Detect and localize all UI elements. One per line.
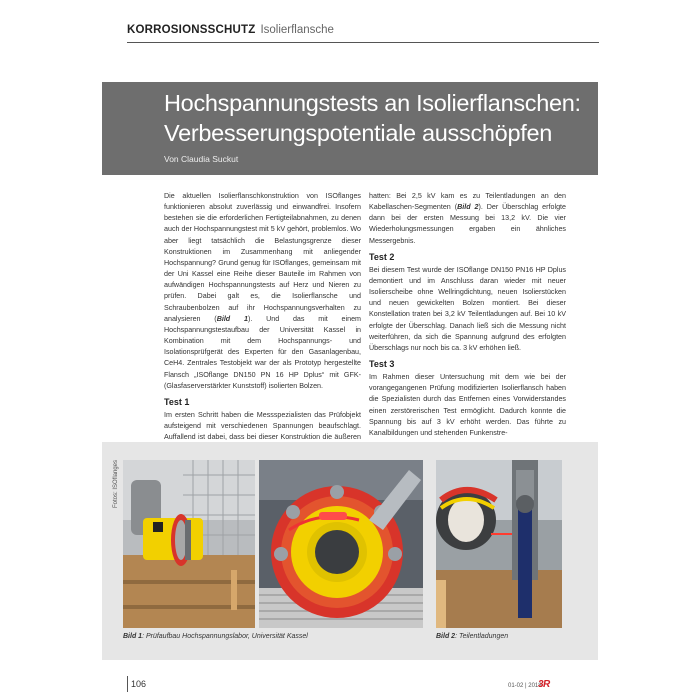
section-header [127,24,334,36]
cont-text-a: hatten: Bei 2,5 kV kam es zu Teilentladungen an den Kabellaschen-Segmenten ( [369,192,566,212]
cont-text-b: ). Der Überschlag erfolgte dann bei der ersten Messung bei 13,2 kV. Die vier Wiederholungsmessungen ergaben ein ähnliches Messergebnis. [369,203,566,245]
text-column-1 [164,191,361,454]
figure-ref-bild-2: Bild 2 [457,203,479,212]
magazine-logo: 3R [538,679,550,690]
photo-flange-closeup [259,460,423,628]
footer-divider [127,676,128,692]
caption-label-bild-1: Bild 1 [123,633,143,640]
test-1-paragraph: Im ersten Schritt haben die Messspezialisten das Prüfobjekt aufsteigend mit verschiedenen Spannungen beaufschlagt. Auffallend ist dabei, dass bei dieser Konstruktion die äußeren [164,410,361,442]
intro-text-b: ). Und das mit einem Hochspannungstestaufbau der Universität Kassel in Kombination mit dem Hochspannungs- und Isolationsprüfgerät des Experten für den Gasanlagenbau, CeH4. Zentrales Testobjekt war der als Prototyp hergestellte Flansch „ISOflange DN150 PN 16 HP Dplus“ mit GFK- (Glasfaserverstärkter Kunststoff) isolierten Bolzen. [164,314,361,390]
test-2-heading: Test 2 [369,251,395,262]
caption-text-bild-2: : Teilentladungen [455,633,509,640]
test-3-heading: Test 3 [369,359,395,370]
text-column-2 [369,191,566,439]
intro-paragraph [164,191,361,392]
title-line-2: Verbesserungspotentiale ausschöpfen [164,120,552,146]
test-3-paragraph: Im Rahmen dieser Untersuchung mit dem wie bei der vorangegangenen Prüfung modifizierten Isolierflansch haben die Spezialisten durch das Entfernen eines Vorwiderstandes einen zerstörerischen Test ermöglicht. Dadurch konnte die Spannung bis auf 3 kV erhöht werden. Das führte zu Kanalbildungen und stehenden Funkenstre- [369,373,566,437]
header-divider [127,42,599,43]
caption-bild-2 [436,633,508,640]
section-name: KORROSIONSSCHUTZ [127,24,256,36]
continuation-paragraph [369,191,566,247]
test-2-paragraph: Bei diesem Test wurde der ISOflange DN150 PN16 HP Dplus demontiert und im Anschluss daran wieder mit neuer Isolierscheibe ohne Wellringdichtung, neuen Isolierstücken und neuen gewickelten Bolzen montiert. Bei dieser Konstellation traten bei 3,2 kV Teilentladungen auf. Bei 10 kV erfolgte der Überschlag. Danach ließ sich die Messung nicht weiterführen, da sich die Spannung aufgrund des erfolgten Überschlags nur noch bis ca. 3 kV erhöhen ließ. [369,265,566,352]
photo-test-setup [123,460,255,628]
intro-text-a: Die aktuellen Isolierflanschkonstruktion von ISOflanges funktionieren absolut zuverlässig und einwandfrei. Insofern bestehen sie die erforderlichen Fertigteilabnahmen, zu denen auch der Hochspannungstest mit 5 kV gehört, problemlos. Wo aber liegt tatsächlich die Belastungsgrenze dieser Konstruktionen im Zusammenhang mit anliegender Hochspannung? Grund genug für ISOflanges, gemeinsam mit der Uni Kassel eine Reihe dieser Bauteile im Rahmen von aufwändigen Hochspannungstests auf Herz und Nieren zu prüfen. Dabei galt es, die Isolierflansche und Schraubenbolzen auf ihr Hochspannungsverhalten zu analysieren ( [164,192,361,323]
caption-bild-1 [123,633,308,640]
photo-partial-discharge [436,460,562,628]
caption-label-bild-2: Bild 2 [436,633,456,640]
article-title [164,88,581,148]
title-line-1: Hochspannungstests an Isolierflanschen: [164,90,581,116]
figure-ref-bild-1: Bild 1 [216,314,248,323]
issue-label: 01-02 | 2018 [508,683,542,689]
title-banner [102,82,598,175]
test-1-heading: Test 1 [164,396,190,407]
author-byline: Von Claudia Suckut [164,154,239,164]
caption-text-bild-1: : Prüfaufbau Hochspannungslabor, Universität Kassel [142,633,308,640]
section-topic: Isolierflansche [260,24,334,36]
photo-credit: Fotos: ISOflanges [113,459,119,508]
page-number: 106 [131,679,147,689]
